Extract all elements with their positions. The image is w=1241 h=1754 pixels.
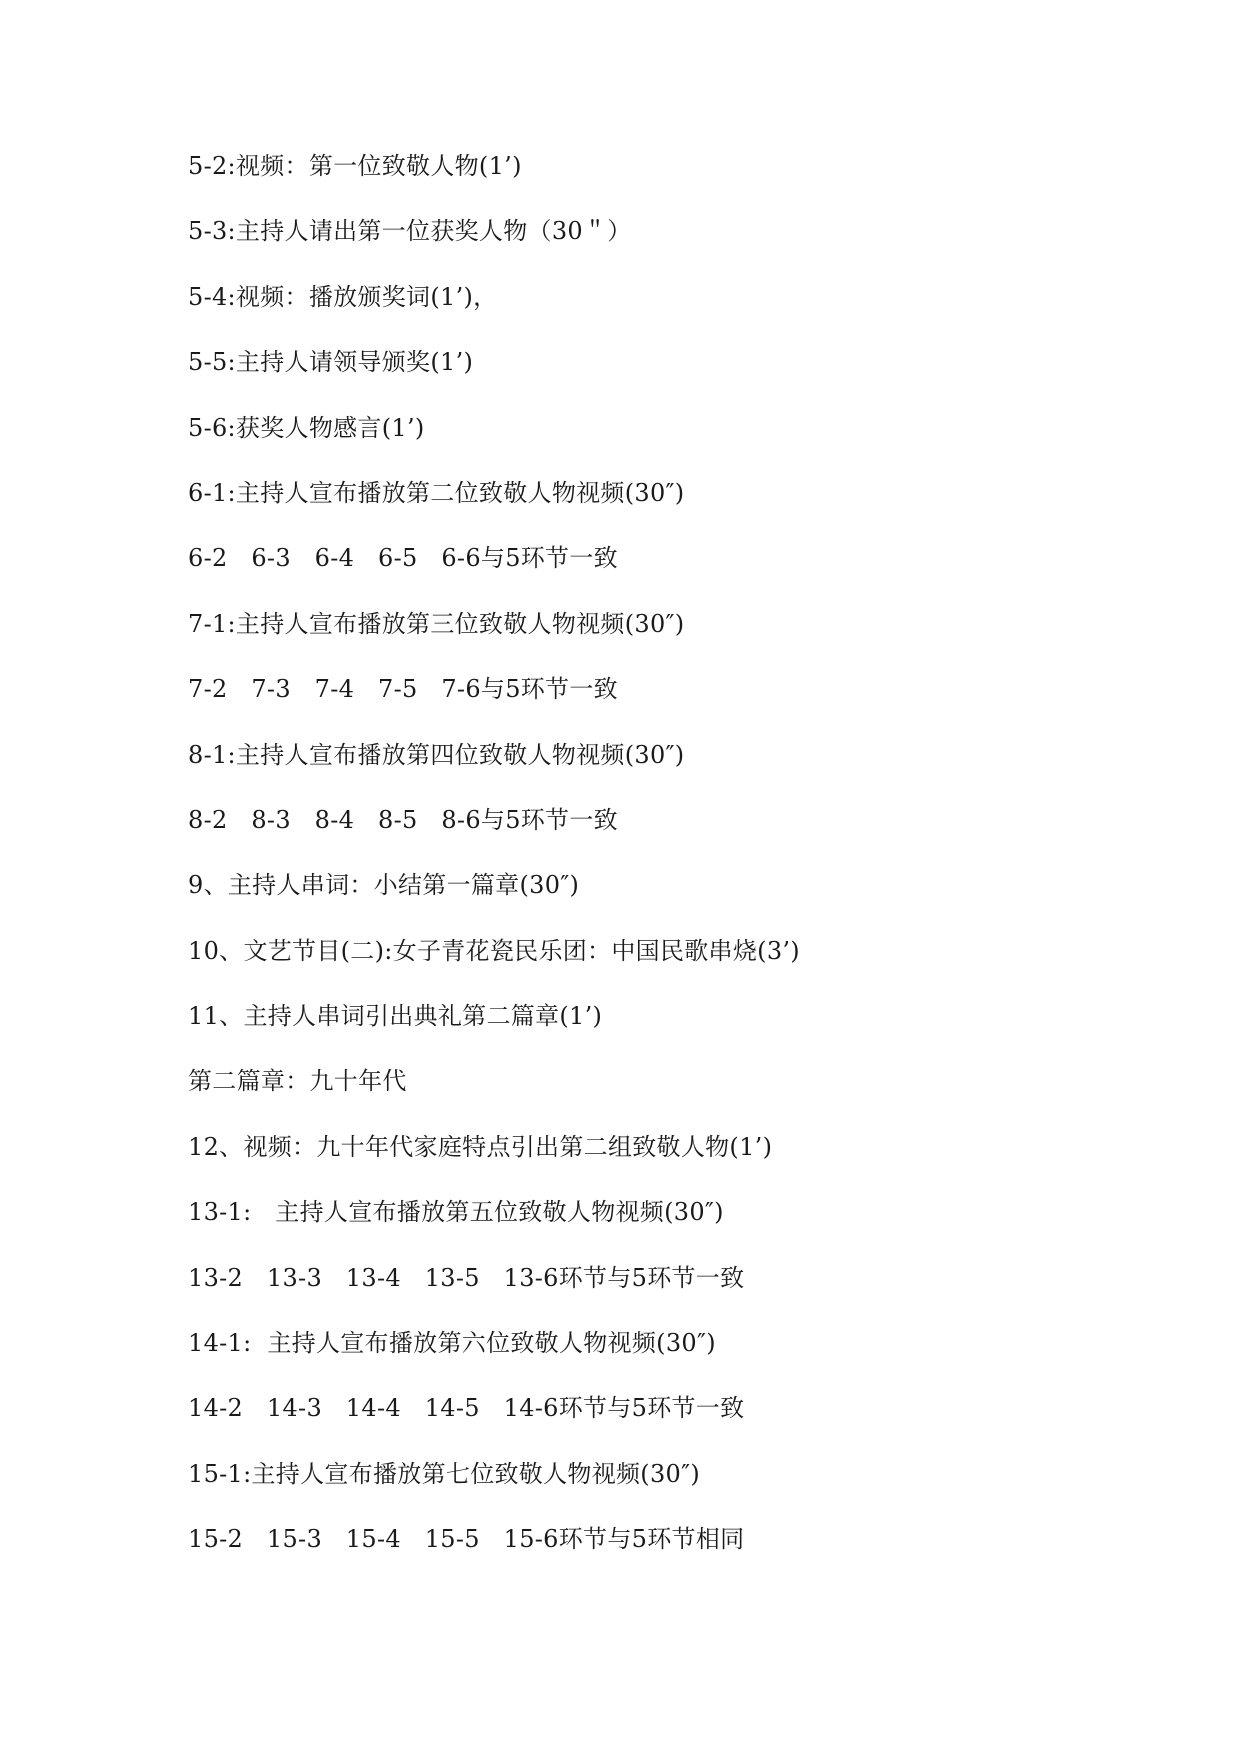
program-line: 8-2 8-3 8-4 8-5 8-6与5环节一致 [188, 805, 618, 834]
program-line: 13-1: 主持人宣布播放第五位致敬人物视频(30″) [188, 1198, 724, 1227]
program-line: 5-6:获奖人物感言(1’) [188, 413, 425, 442]
program-line: 15-2 15-3 15-4 15-5 15-6环节与5环节相同 [188, 1525, 745, 1554]
program-line: 8-1:主持人宣布播放第四位致敬人物视频(30″) [188, 740, 685, 769]
program-line: 9、主持人串词：小结第一篇章(30″) [188, 871, 580, 900]
program-line: 15-1:主持人宣布播放第七位致敬人物视频(30″) [188, 1459, 701, 1488]
program-line: 5-5:主持人请领导颁奖(1’) [188, 348, 474, 377]
program-line: 14-2 14-3 14-4 14-5 14-6环节与5环节一致 [188, 1394, 745, 1423]
program-line: 12、视频：九十年代家庭特点引出第二组致敬人物(1’) [188, 1132, 773, 1161]
program-line: 11、主持人串词引出典礼第二篇章(1’) [188, 1002, 603, 1031]
program-line: 5-4:视频：播放颁奖词(1’)， [188, 282, 498, 311]
program-line: 6-2 6-3 6-4 6-5 6-6与5环节一致 [188, 544, 618, 573]
program-line: 7-2 7-3 7-4 7-5 7-6与5环节一致 [188, 675, 618, 704]
program-line: 5-2:视频：第一位致敬人物(1’) [188, 152, 522, 180]
section-heading: 第二篇章：九十年代 [188, 1067, 407, 1096]
program-line: 10、文艺节目(二):女子青花瓷民乐团：中国民歌串烧(3’) [188, 936, 800, 965]
program-line: 7-1:主持人宣布播放第三位致敬人物视频(30″) [188, 609, 685, 638]
program-line: 6-1:主持人宣布播放第二位致敬人物视频(30″) [188, 478, 685, 507]
program-line: 5-3:主持人请出第一位获奖人物（30＂） [188, 217, 632, 246]
document-body [188, 146, 1168, 1585]
program-line: 13-2 13-3 13-4 13-5 13-6环节与5环节一致 [188, 1263, 745, 1292]
program-line: 14-1: 主持人宣布播放第六位致敬人物视频(30″) [188, 1329, 716, 1358]
